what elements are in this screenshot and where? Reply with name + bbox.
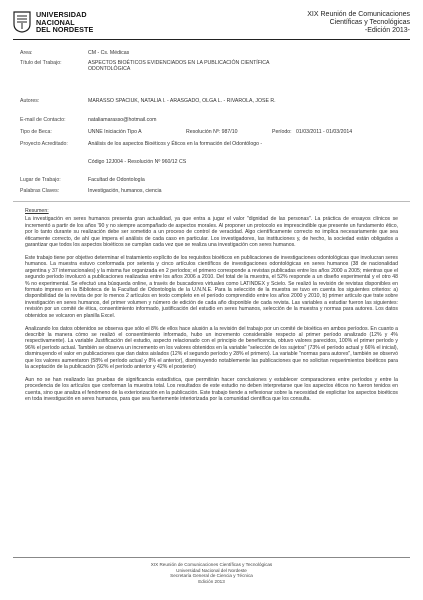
proyecto-label: Proyecto Acreditado:	[20, 141, 68, 147]
university-seal-icon	[13, 11, 31, 33]
palabras-label: Palabras Claves:	[20, 188, 60, 194]
periodo-label: Período:	[272, 129, 292, 135]
beca-value: UNNE Iniciación Tipo A	[88, 129, 142, 135]
footer-line-3: Secretaría General de Ciencia y Técnica	[170, 573, 253, 579]
abstract-paragraph-4: Aun no se han realizado las pruebas de significancia estadística, que permitirán hacer conclusiones y establecer comparaciones entre períodos y entre la procedencia de los artículos que conforman la muestra total. Los resultados de este estudio no deben interpretarse que los aspectos éticos no fueron tenidos en cuenta, sino que analiza el fenómeno de la exteriorización en la publicación. Este trabajo tiende a reflexionar sobre la necesidad de explicitar los aspectos bioéticos en toda investigación en seres humanos, para que sea fuertemente interiorizada por la comunidad científica que los consulta.	[25, 376, 398, 403]
university-name-line-3: DEL NORDESTE	[36, 25, 94, 35]
abstract-heading: Resumen:	[25, 208, 49, 214]
conference-line-2: Científicas y Tecnológicas	[329, 19, 410, 26]
conference-line-1: XIX Reunión de Comunicaciones	[307, 11, 410, 18]
abstract	[25, 208, 398, 409]
resolucion-value: Resolución Nº: 987/10	[186, 129, 238, 135]
footer-line-2: Universidad Nacional del Nordeste	[176, 567, 247, 573]
footer-line-4: Edición 2013	[198, 578, 225, 584]
lugar-value: Facultad de Odontología	[88, 177, 145, 183]
codigo-value: Código 12J004 - Resolución Nº 960/12 CS	[88, 159, 187, 165]
abstract-paragraph-3: Analizando los datos obtenidos se observa que sólo el 8% de ellos hace alusión a la revisión del trabajo por un comité de bioética en ambos períodos. En cuanto a describir la manera cómo se realizó el consentimiento informado, hubo un incremento considerable respecto al primer período analizado (12% y 4% respectivamente). La variable Justificación del estudio, aspecto relacionado con el principio de beneficencia, obtuvo valores parecidos, 100% el primer período y 96% el período actual. También se observa un incremento en los valores obtenidos en la variable "selección de los sujetos" (73% el período actual y 66% el inicial), disminuyendo el valor en publicaciones que dan datos aislados (12% el segundo período y 28% el primero). La variable "normas para autores", también se observó que los valores aumentaron (58% el período actual y 8% el anterior), disminuyendo notablemente las publicaciones que no solicitan requerimientos bioéticos para la aceptación de la publicación (92% el período anterior y 42% el posterior)	[25, 325, 398, 370]
title-value-line-2: ODONTOLÓGICA	[88, 66, 131, 72]
university-logo	[13, 11, 93, 34]
proyecto-value: Análisis de los aspectos Bioéticos y Éticos en la formación del Odontólogo -	[88, 141, 263, 147]
area-value: CM - Cs. Médicas	[88, 50, 130, 56]
periodo-value: 01/03/2011 - 01/03/2014	[296, 129, 353, 135]
palabras-value: Investigación, humanos, ciencia	[88, 188, 162, 194]
conference-edition: -Edición 2013-	[364, 27, 410, 34]
abstract-paragraph-1: La investigación en seres humanos presenta gran actualidad, ya que entra a jugar el valor "dignidad de las personas". La práctica de ensayos clínicos se incrementó a partir de los años '90 y no siempre acompañado de aspectos morales. Al proponer un protocolo es imprescindible que presente un fundamento ético, por lo tanto durante su realización debe ser sometido a un proceso de control de veracidad. Algo científicamente correcto no implica necesariamente que sea éticamente correcto, de ahí que impera el análisis de cada caso en particular. Los investigadores, las instituciones y, de hecho, la sociedad están obligados a garantizar que todos los aspectos bioéticos se cumplan cada vez que se realiza una investigación con seres humanos.	[25, 216, 398, 249]
authors-label: Autores:	[20, 98, 40, 104]
beca-label: Tipo de Beca:	[20, 129, 52, 135]
university-name	[36, 11, 93, 34]
abstract-paragraph-2: Este trabajo tiene por objetivo determinar el tratamiento explícito de los requisitos bioéticos en publicaciones de investigaciones odontológicas que involucran seres humanos. La muestra estuvo conformada por setenta y cinco artículos científicos de investigaciones odontológicas en seres humanos (38 de nacionalidad argentina y 37 internacionales) y la misma fue organizada en 2 períodos; el primero corresponde a revistas publicadas entre los años 2000 a 2005; mientras que el segundo período involucró a publicaciones realizadas entre los años 2006 a 2010. Del total de la muestra, el 52% responde a un diseño experimental y el otro 48 % no experimental. Se efectuó una búsqueda online, a través de buscadores virtuales como LATINDEX y Scielo. Se realizó la revisión de revistas disponibles en formato impreso en la Biblioteca de la Facultad de Odontología de la U.N.N.E. Para la selección de la muestra se tuvo en cuenta los siguientes criterios: a) disponibilidad de la revista de por lo menos 2 artículos en texto completo en el período comprendido entre los años 2000 y 2010, b) primer artículo que trate sobre investigación en seres humanos, del primer volumen y número de edición de cada año disponible de cada revista. Las variables a estudiar fueron las siguientes: revisión por un comité de ética, consentimiento informado, justificación del estudio en seres humanos, selección de la muestra y normas para autores. Los datos obtenidos se volcaron en planilla Excel.	[25, 254, 398, 319]
conference-title	[307, 11, 410, 35]
title-label: Título del Trabajo:	[20, 60, 62, 66]
university-name-line-1: UNIVERSIDAD	[36, 10, 87, 19]
authors-value: MARASSO SPACIUK, NATALIA I. - ARASGADO, OLGA L. - RIVAROLA, JOSE R.	[88, 98, 276, 104]
email-value: nataliamarasso@hotmail.com	[88, 117, 157, 123]
title-value-line-1: ASPECTOS BIOÉTICOS EVIDENCIADOS EN LA PUBLICACIÓN CIENTÍFICA	[88, 60, 270, 66]
footer-divider	[13, 557, 410, 558]
header-divider	[13, 39, 410, 40]
email-label: E-mail de Contacto:	[20, 117, 66, 123]
metadata-divider	[13, 201, 410, 202]
footer-line-1: XIX Reunión de Comunicaciones Científicas y Tecnológicas	[150, 562, 273, 567]
university-name-line-2: NACIONAL	[36, 17, 75, 27]
area-label: Area:	[20, 50, 33, 56]
page-footer	[0, 562, 423, 584]
lugar-label: Lugar de Trabajo:	[20, 177, 61, 183]
